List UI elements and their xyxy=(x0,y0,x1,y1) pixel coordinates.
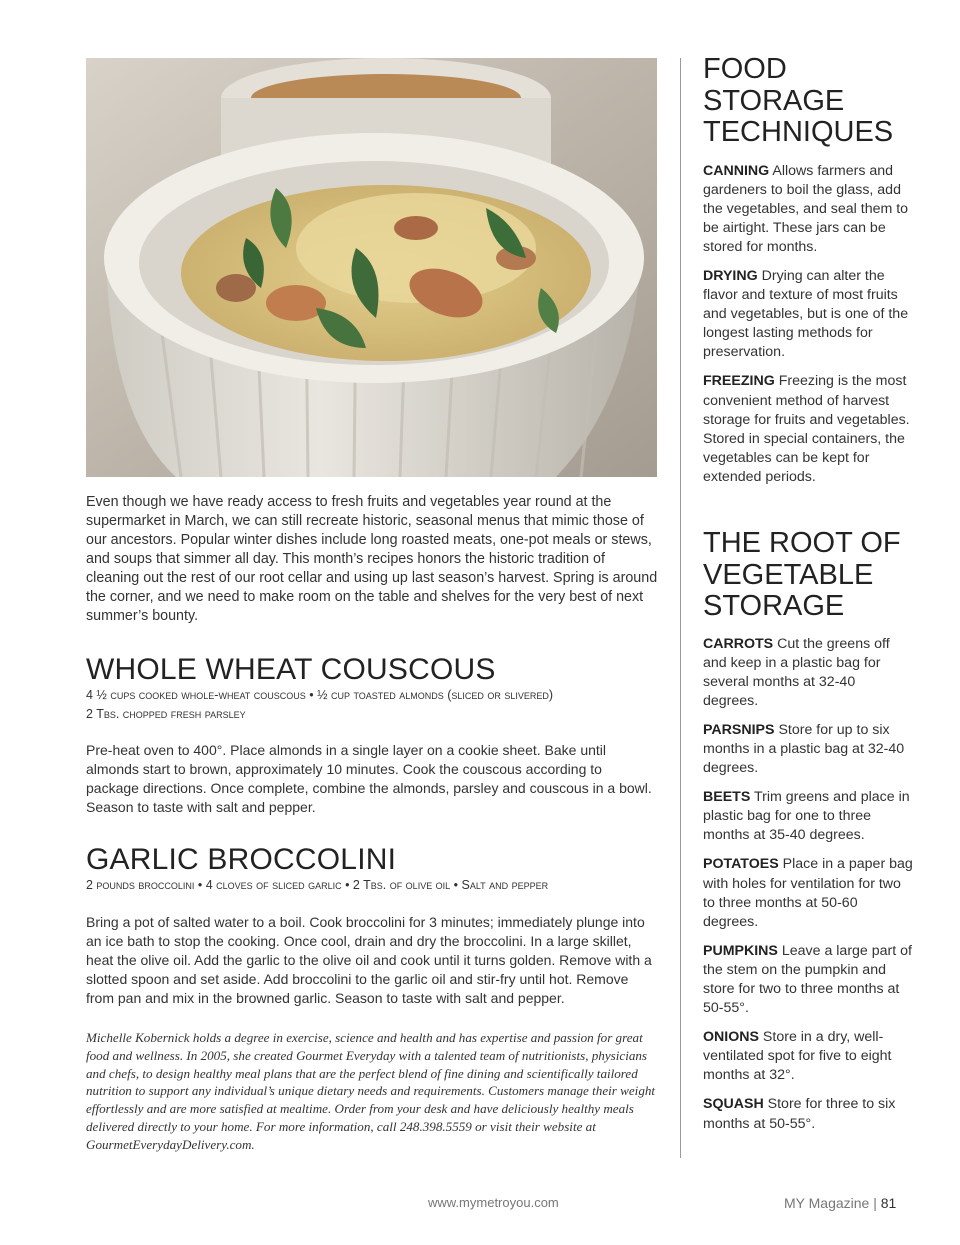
vegetable-text: Store for three to six months at 50-55°. xyxy=(703,1096,896,1132)
vegetable-parsnips xyxy=(703,721,913,778)
footer-url[interactable]: www.mymetroyou.com xyxy=(428,1195,559,1210)
vegetable-squash xyxy=(703,1095,913,1133)
technique-freezing xyxy=(703,372,913,487)
couscous-photo xyxy=(86,58,657,477)
technique-drying xyxy=(703,267,913,362)
ingredients-couscous-line-2: 2 Tbs. chopped fresh parsley xyxy=(86,707,246,721)
root-storage-title-line-2: VEGETABLE xyxy=(703,558,874,591)
directions-broccolini: Bring a pot of salted water to a boil. Cook broccolini for 3 minutes; immediately plunge into an ice bath to stop the cooking. Once cool, drain and dry the broccolini. In a large skillet, heat the olive oil. Add the garlic to the olive oil and cook until it turns golden. Remove with a slotted spoon and set aside. Add broccolini to the garlic oil and stir-fry until hot. Remove from pan and mix in the browned garlic. Season to taste with salt and pepper. xyxy=(86,914,652,1006)
food-storage-title-line-1: FOOD xyxy=(703,53,787,85)
column-divider xyxy=(680,58,681,1158)
vegetable-term: PUMPKINS xyxy=(703,942,778,959)
ingredients-couscous-line-1: 4 ½ cups cooked whole-wheat couscous • ½ cup toasted almonds (sliced or slivered) xyxy=(86,688,554,702)
ingredients-broccolini: 2 pounds broccolini • 4 cloves of sliced garlic • 2 Tbs. of olive oil • Salt and pepper xyxy=(86,878,549,892)
author-bio: Michelle Kobernick holds a degree in exercise, science and health and has expertise and passion for great food and wellness. In 2005, she created Gourmet Everyday with a talented team of nutritionists, physicians and chefs, to design healthy meal plans that are the perfect blend of fine dining and scientifically tailored nutrition to support any individual’s unique dietary needs and requirements. Customers manage their weight effortlessly and are more satisfied at mealtime. Order from your desk and have deliciously healthy meals delivered directly to your home. For more information, call 248.398.5559 or visit their website at GourmetEverydayDelivery.com. xyxy=(86,1030,656,1152)
vegetable-beets xyxy=(703,788,913,845)
vegetable-term: SQUASH xyxy=(703,1096,764,1113)
root-storage-title-line-3: STORAGE xyxy=(703,590,845,622)
root-storage-title xyxy=(703,528,913,623)
root-storage-title-line-1: THE ROOT OF xyxy=(703,527,901,559)
vegetable-potatoes xyxy=(703,855,913,931)
recipe-title-broccolini: GARLIC BROCCOLINI xyxy=(86,843,397,876)
vegetable-text: Store for up to six months in a plastic bag at 32-40 degrees. xyxy=(703,721,905,777)
vegetable-text: Cut the greens off and keep in a plastic bag for several months at 32-40 degrees. xyxy=(703,635,890,709)
technique-term: CANNING xyxy=(703,162,770,179)
technique-text: Allows farmers and gardeners to boil the glass, add the vegetables, and seal them to be airtight. These jars can be stored for months. xyxy=(703,162,909,255)
directions-couscous: Pre-heat oven to 400°. Place almonds in a single layer on a cookie sheet. Bake until almonds start to brown, approximately 10 minutes. Cook the couscous according to package directions. Once complete, combine the almonds, parsley and couscous in a bowl. Season to taste with salt and pepper. xyxy=(86,742,652,815)
recipe-title-couscous: WHOLE WHEAT COUSCOUS xyxy=(86,653,496,686)
technique-term: DRYING xyxy=(703,267,758,284)
vegetable-pumpkins xyxy=(703,942,913,1018)
vegetable-term: ONIONS xyxy=(703,1029,759,1046)
vegetable-term: PARSNIPS xyxy=(703,721,775,738)
vegetable-onions xyxy=(703,1028,913,1085)
food-storage-title-line-3: TECHNIQUES xyxy=(703,116,894,148)
vegetable-term: BEETS xyxy=(703,789,751,806)
food-storage-title-line-2: STORAGE xyxy=(703,84,845,117)
technique-text: Freezing is the most convenient method of harvest storage for fruits and vegetables. Stored in special containers, the vegetables can be kept for extended periods. xyxy=(703,373,910,485)
vegetable-term: POTATOES xyxy=(703,856,779,873)
technique-term: FREEZING xyxy=(703,373,775,390)
footer-magazine xyxy=(784,1195,896,1211)
vegetable-term: CARROTS xyxy=(703,635,774,652)
technique-text: Drying can alter the flavor and texture of most fruits and vegetables, but is one of the longest lasting methods for preservation. xyxy=(703,267,909,361)
vegetable-text: Trim greens and place in plastic bag for one to three months at 35-40 degrees. xyxy=(703,789,910,844)
page-number: 81 xyxy=(880,1195,897,1211)
vegetable-carrots xyxy=(703,635,913,711)
vegetable-text: Place in a paper bag with holes for ventilation for two to three months at 50-60 degrees. xyxy=(703,856,913,930)
magazine-name: MY Magazine xyxy=(784,1195,870,1211)
food-storage-sidebar xyxy=(703,54,913,487)
food-storage-title xyxy=(703,54,913,149)
root-storage-sidebar xyxy=(703,528,913,1134)
vegetable-text: Store in a dry, well-ventilated spot for five to eight months at 32°. xyxy=(703,1029,892,1084)
footer-separator: | xyxy=(873,1195,877,1211)
vegetable-text: Leave a large part of the stem on the pumpkin and store for two to three months at 50-55°. xyxy=(703,942,912,1017)
intro-paragraph: Even though we have ready access to fresh fruits and vegetables year round at the supermarket in March, we can still recreate historic, seasonal menus that mimic those of our ancestors. Popular winter dishes include long roasted meats, one-pot meals or stews, and soups that simmer all day. This month’s recipes honors the historic tradition of cleaning out the rest of our root cellar and using up last season’s harvest. Spring is around the corner, and we need to make room on the table and shelves for the very best of next summer’s bounty. xyxy=(86,494,658,624)
technique-canning xyxy=(703,162,913,257)
